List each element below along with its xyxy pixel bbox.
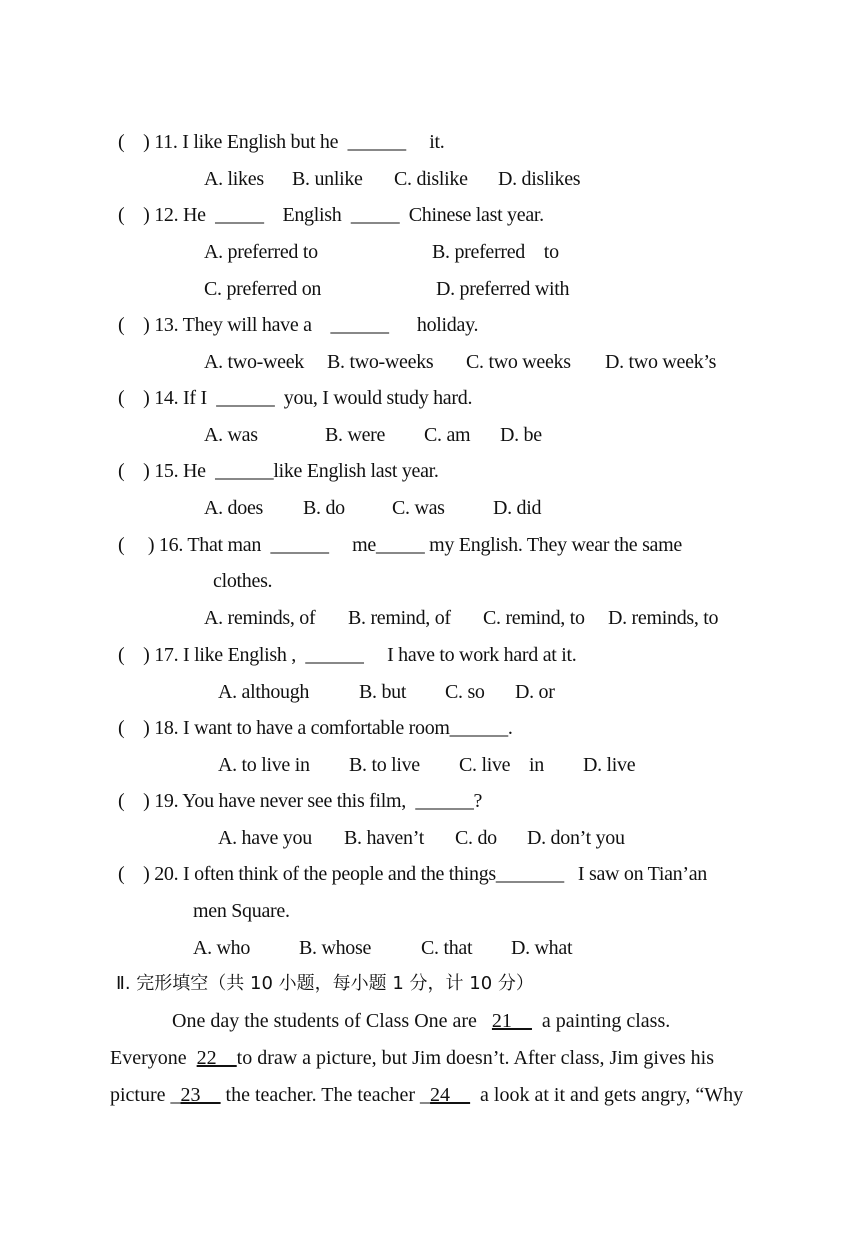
q11-option-c: C. dislike xyxy=(394,168,468,190)
q19-option-d: D. don’t you xyxy=(527,827,625,849)
question-12-stem: ( ) 12. He _____ English _____ Chinese last year. xyxy=(118,204,544,226)
question-11-stem: ( ) 11. I like English but he ______ it. xyxy=(118,131,445,153)
q15-option-d: D. did xyxy=(493,497,542,519)
cloze-text: One day the students of Class One are xyxy=(172,1010,492,1032)
q17-option-d: D. or xyxy=(515,681,555,703)
q19-option-b: B. haven’t xyxy=(344,827,424,849)
q17-option-a: A. although xyxy=(218,681,310,703)
cloze-line-2 xyxy=(110,1046,752,1070)
question-19-stem: ( ) 19. You have never see this film, ______? xyxy=(118,790,483,812)
q11-option-d: D. dislikes xyxy=(498,168,581,190)
cloze-text: a look at it and gets angry, “Why xyxy=(470,1084,744,1106)
q20-option-d: D. what xyxy=(511,937,573,959)
q20-option-b: B. whose xyxy=(299,937,372,959)
question-16-stem-continued: clothes. xyxy=(213,570,273,592)
q20-option-a: A. who xyxy=(193,937,251,959)
q11-option-a: A. likes xyxy=(204,168,264,190)
cloze-text: a painting class. xyxy=(531,1010,671,1032)
q13-option-b: B. two-weeks xyxy=(327,351,434,373)
q13-option-d: D. two week’s xyxy=(605,351,717,373)
cloze-line-1 xyxy=(172,1009,814,1033)
q11-option-b: B. unlike xyxy=(292,168,363,190)
q15-option-c: C. was xyxy=(392,497,445,519)
blank-23: 23__ xyxy=(180,1084,221,1106)
blank-22: 22__ xyxy=(196,1047,237,1069)
q18-option-a: A. to live in xyxy=(218,754,310,776)
question-13-stem: ( ) 13. They will have a ______ holiday. xyxy=(118,314,479,336)
q12-option-b: B. preferred to xyxy=(432,241,559,263)
q13-option-c: C. two weeks xyxy=(466,351,571,373)
q19-option-a: A. have you xyxy=(218,827,312,849)
question-14-stem: ( ) 14. If I ______ you, I would study hard. xyxy=(118,387,473,409)
question-20-stem-continued: men Square. xyxy=(193,900,290,922)
q14-option-d: D. be xyxy=(500,424,542,446)
q20-option-c: C. that xyxy=(421,937,473,959)
q17-option-c: C. so xyxy=(445,681,485,703)
question-16-stem: ( ) 16. That man ______ me_____ my English. They wear the same xyxy=(118,534,682,556)
q14-option-b: B. were xyxy=(325,424,386,446)
cloze-text: Everyone xyxy=(110,1047,197,1069)
q17-option-b: B. but xyxy=(359,681,407,703)
q12-option-d: D. preferred with xyxy=(436,278,570,300)
q16-option-b: B. remind, of xyxy=(348,607,451,629)
q12-option-a: A. preferred to xyxy=(204,241,318,263)
question-20-stem: ( ) 20. I often think of the people and the things_______ I saw on Tian’an xyxy=(118,863,707,885)
q16-option-c: C. remind, to xyxy=(483,607,585,629)
blank-21: 21__ xyxy=(491,1010,532,1032)
question-18-stem: ( ) 18. I want to have a comfortable room______. xyxy=(118,717,513,739)
q14-option-a: A. was xyxy=(204,424,258,446)
cloze-text: the teacher. The teacher _ xyxy=(220,1084,431,1106)
q12-option-c: C. preferred on xyxy=(204,278,322,300)
cloze-text: picture _ xyxy=(110,1084,181,1106)
q16-option-d: D. reminds, to xyxy=(608,607,719,629)
question-15-stem: ( ) 15. He ______like English last year. xyxy=(118,460,439,482)
section-2-heading: Ⅱ. 完形填空（共 10 小题，每小题 1 分，计 10 分） xyxy=(116,973,534,994)
cloze-text: to draw a picture, but Jim doesn’t. After class, Jim gives his xyxy=(236,1047,714,1069)
q15-option-b: B. do xyxy=(303,497,345,519)
question-17-stem: ( ) 17. I like English , ______ I have to work hard at it. xyxy=(118,644,577,666)
q18-option-c: C. live in xyxy=(459,754,544,776)
q15-option-a: A. does xyxy=(204,497,264,519)
q19-option-c: C. do xyxy=(455,827,497,849)
q16-option-a: A. reminds, of xyxy=(204,607,316,629)
blank-24: 24__ xyxy=(430,1084,471,1106)
q14-option-c: C. am xyxy=(424,424,471,446)
q18-option-b: B. to live xyxy=(349,754,420,776)
q13-option-a: A. two-week xyxy=(204,351,305,373)
q18-option-d: D. live xyxy=(583,754,636,776)
cloze-line-3 xyxy=(110,1083,752,1107)
